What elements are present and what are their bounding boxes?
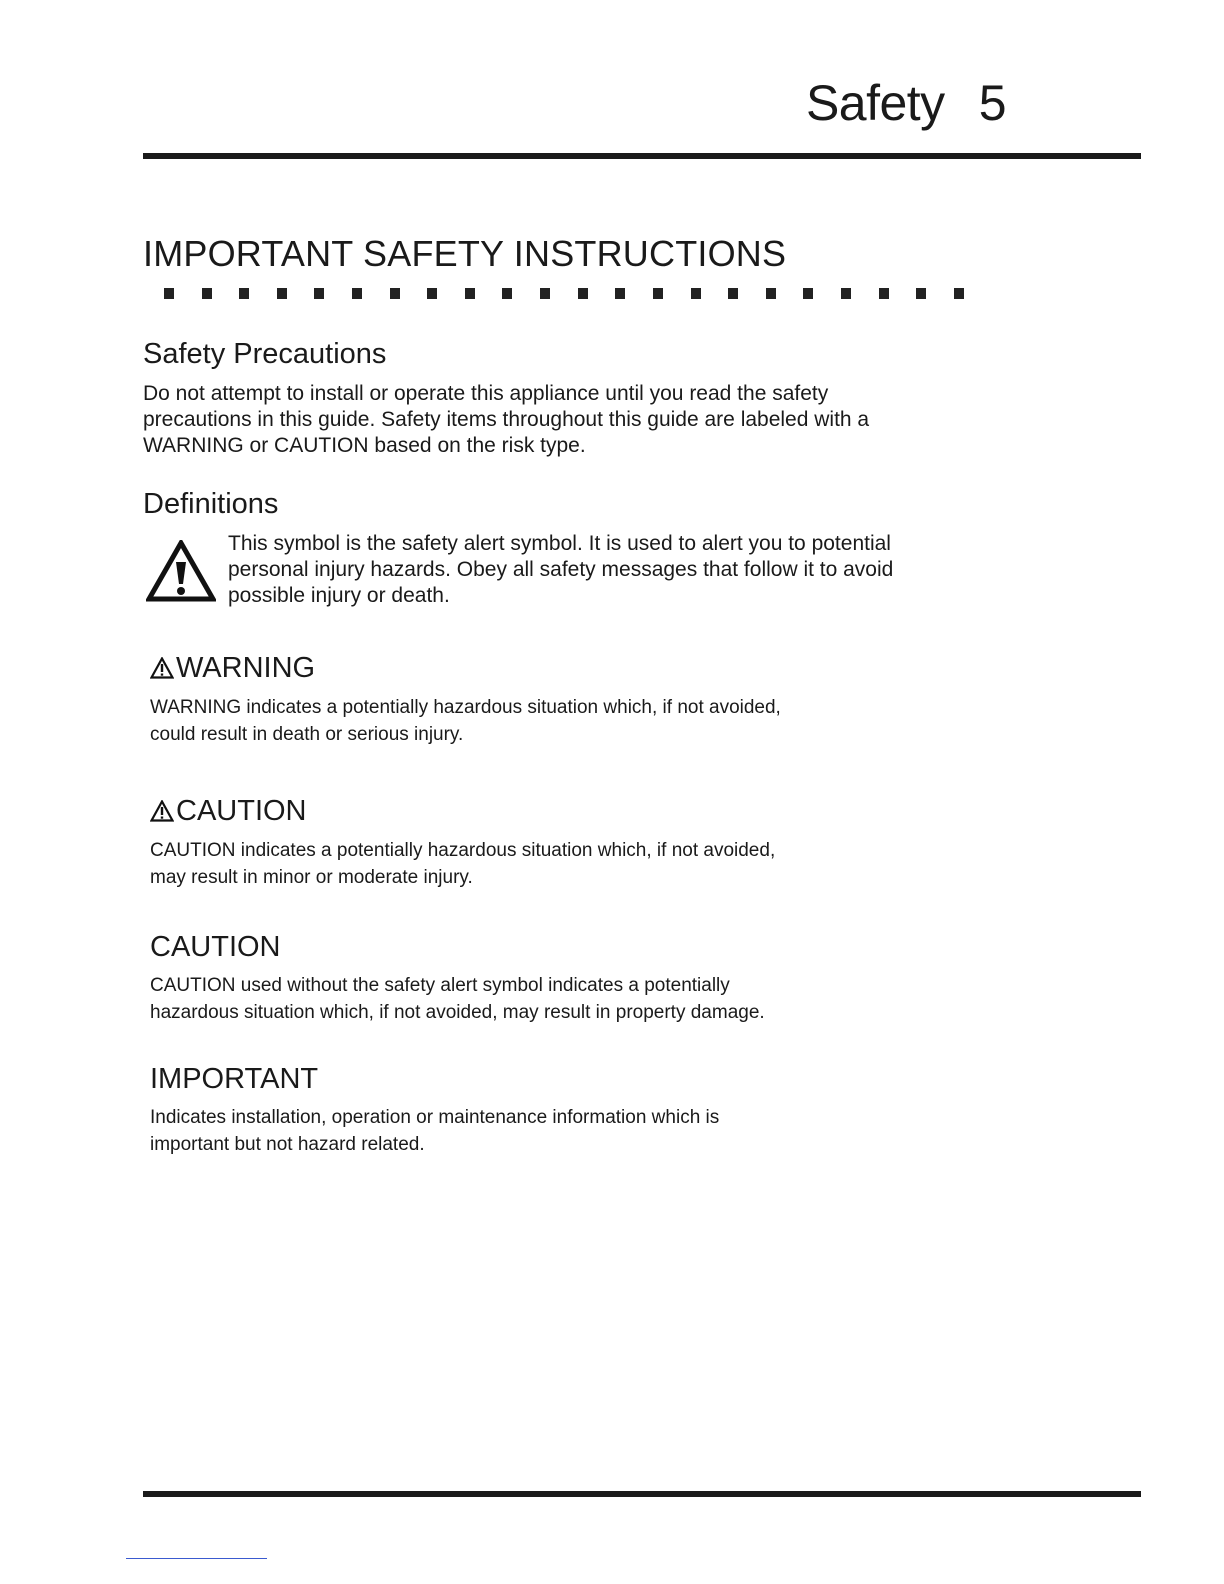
caution-alert-label: CAUTION bbox=[176, 795, 307, 827]
definitions-heading: Definitions bbox=[143, 488, 279, 520]
caution-alert-text: CAUTION indicates a potentially hazardous situation which, if not avoided, may result in minor or moderate injury. bbox=[150, 840, 776, 888]
important-heading: IMPORTANT bbox=[150, 1063, 319, 1095]
footer-rule bbox=[143, 1491, 1141, 1497]
safety-alert-triangle-icon bbox=[146, 540, 216, 602]
safety-precautions-heading: Safety Precautions bbox=[143, 338, 387, 370]
warning-text: WARNING indicates a potentially hazardous situation which, if not avoided, could result in death or serious injury. bbox=[150, 697, 781, 745]
footer-mark bbox=[126, 1558, 267, 1559]
caution-plain-heading: CAUTION bbox=[150, 931, 281, 963]
definitions-text: This symbol is the safety alert symbol. It is used to alert you to potential personal injury hazards. Obey all safety messages that follow it to avoid possible injury or death. bbox=[228, 532, 894, 607]
section-title: IMPORTANT SAFETY INSTRUCTIONS bbox=[143, 233, 787, 274]
warning-label: WARNING bbox=[176, 652, 316, 684]
page-number: 5 bbox=[978, 75, 1006, 131]
dotted-divider bbox=[164, 288, 964, 300]
warning-heading bbox=[150, 654, 315, 683]
important-text: Indicates installation, operation or maintenance information which is important but not hazard related. bbox=[150, 1107, 720, 1155]
caution-alert-icon bbox=[150, 800, 174, 822]
safety-precautions-text: Do not attempt to install or operate this appliance until you read the safety precautions in this guide. Safety items throughout this guide are labeled with a WARNING or CAUTION based on the risk type. bbox=[143, 382, 870, 457]
caution-alert-heading bbox=[150, 797, 307, 826]
warning-alert-icon bbox=[150, 657, 174, 679]
caution-plain-text: CAUTION used without the safety alert symbol indicates a potentially hazardous situation which, if not avoided, may result in property damage. bbox=[150, 975, 765, 1023]
page-header bbox=[805, 75, 1006, 131]
header-rule bbox=[143, 153, 1141, 159]
header-title: Safety bbox=[805, 75, 945, 131]
